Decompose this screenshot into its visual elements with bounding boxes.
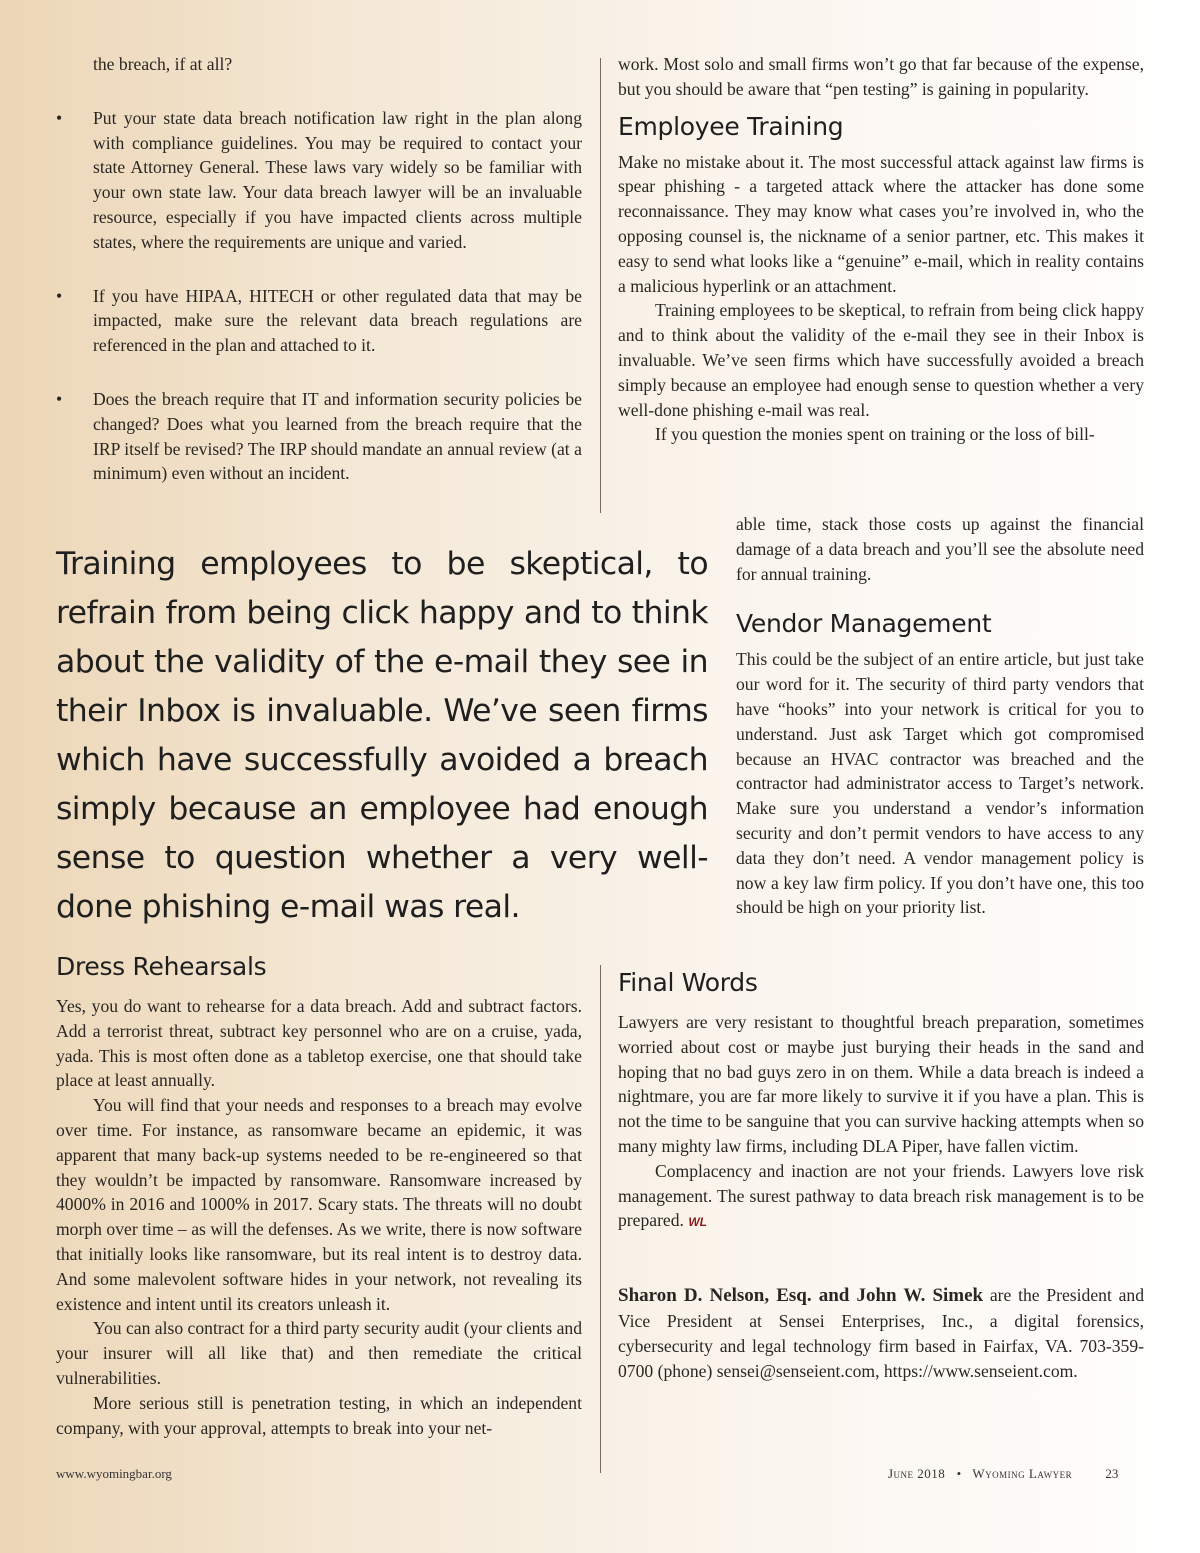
continuation-paragraph: work. Most solo and small firms won’t go that far because of the expense, but you should be aware that “pen testing” is gaining in popularity. (618, 54, 1144, 99)
paragraph: able time, stack those costs up against the financial damage of a data breach and you’ll see the absolute need for annual training. (736, 514, 1144, 584)
paragraph: If you question the monies spent on training or the loss of bill- (655, 424, 1095, 445)
author-names: Sharon D. Nelson, Esq. and John W. Simek (618, 1285, 984, 1307)
issue-date: June 2018 (888, 1466, 946, 1481)
paragraph-text: Complacency and inaction are not your friends. Lawyers love risk management. The surest pathway to data breach risk management is to be prepared. (618, 1160, 1144, 1231)
author-bio (618, 1283, 1144, 1383)
bullet-item: • If you have HIPAA, HITECH or other regulated data that may be impacted, make sure the relevant data breach regulations are referenced in the plan and attached to it. (56, 284, 582, 358)
final-words-heading: Final Words (618, 968, 758, 997)
paragraph: This could be the subject of an entire article, but just take our word for it. The security of third party vendors that have “hooks” into your network is critical for you to understand. Just ask Target which got compromised because an HVAC contractor was breached and the contractor had administrator access to Target’s network. Make sure you understand a vendor’s information security and don’t permit vendors to have access to any data they don’t need. A vendor management policy is now a key law firm policy. If you don’t have one, this too should be high on your priority list. (736, 649, 1144, 918)
paragraph: Make no mistake about it. The most successful attack against law firms is spear phishing - a targeted attack where the attacker has done some reconnaissance. They may know what cases you’re involved in, who the opposing counsel is, the nickname of a senior partner, etc. This makes it easy to send what looks like a “genuine” e-mail, which in reality contains a malicious hyperlink or an attachment. (618, 151, 1144, 296)
footer-issue-line (888, 1466, 1118, 1482)
footer-bullet: • (956, 1466, 962, 1481)
paragraph: More serious still is penetration testing, in which an independent company, with your approval, attempts to break into your net- (56, 1392, 582, 1438)
intro-fragment: the breach, if at all? (93, 54, 233, 74)
column-rule-top (600, 58, 601, 513)
bullet-item: • Put your state data breach notification law right in the plan along with compliance guidelines. You may be required to contact your state Attorney General. These laws vary widely so be familiar with your own state law. Your data breach lawyer will be an invaluable resource, especially if you have impacted clients across multiple states, where the requirements are unique and varied. (56, 106, 582, 255)
page-number: 23 (1105, 1466, 1119, 1481)
end-mark: WL (688, 1215, 707, 1230)
bullet-item: • Does the breach require that IT and information security policies be changed? Does what you learned from the breach require that the IRP itself be revised? The IRP should mandate an annual review (at a minimum) even without an incident. (56, 387, 582, 486)
paragraph: Lawyers are very resistant to thoughtful breach preparation, sometimes worried about cost or maybe just burying their heads in the sand and hoping that no bad guys zero in on them. While a data breach is indeed a nightmare, you are far more likely to survive it if you have a plan. This is not the time to be sanguine that you can survive hacking attempts when so many mighty law firms, including DLA Piper, have fallen victim. (618, 1012, 1144, 1156)
author-bio-text: are the President and Vice President at Sensei Enterprises, Inc., a digital forensics, cybersecurity and legal technology firm based in Fairfax, VA. 703-359-0700 (phone) sensei@senseient.com, https://www.senseient.com. (618, 1285, 1144, 1381)
employee-training-wrap (736, 512, 1144, 920)
publication-name: Wyoming Lawyer (972, 1466, 1073, 1481)
vendor-management-heading: Vendor Management (736, 609, 992, 639)
pull-quote: Training employees to be skeptical, to refrain from being click happy and to think about the validity of the e-mail they see in their Inbox is invaluable. We’ve seen firms which have successfully avoided a breach simply because an employee had enough sense to question whether a very well-done phishing e-mail was real. (56, 546, 708, 925)
paragraph: Yes, you do want to rehearse for a data breach. Add and subtract factors. Add a terrorist threat, subtract key personnel who are on a cruise, yada, yada. This is most often done as a tabletop exercise, one that should take place at least annually. (56, 996, 582, 1091)
paragraph (618, 1159, 1144, 1235)
paragraph: You will find that your needs and responses to a breach may evolve over time. For instance, as ransomware became an epidemic, it was apparent that many back-up systems needed to be re-engineered so that they wouldn’t be impacted by ransomware. Ransomware increased by 4000% in 2016 and 1000% in 2017. Scary stats. The threats will no doubt morph over time – as will the defenses. As we write, there is now software that initially looks like ransomware, but its real intent is to destroy data. And some malevolent software hides in your network, not revealing its existence and intent until its creators unleash it. (56, 1095, 582, 1314)
final-words-section (618, 968, 1144, 1383)
employee-training-heading: Employee Training (618, 111, 844, 141)
footer-website[interactable]: www.wyomingbar.org (56, 1466, 172, 1481)
column-rule-bottom (600, 965, 601, 1473)
right-top-column (618, 52, 1144, 447)
paragraph: You can also contract for a third party security audit (your clients and your insurer will all like that) and then remediate the critical vulnerabilities. (56, 1318, 582, 1388)
paragraph: Training employees to be skeptical, to refrain from being click happy and to think about the validity of the e-mail they see in their Inbox is invaluable. We’ve seen firms which have successfully avoided a breach simply because an employee had enough sense to question whether a very well-done phishing e-mail was real. (618, 300, 1144, 420)
dress-rehearsals-heading: Dress Rehearsals (56, 952, 267, 981)
dress-rehearsals-section (56, 952, 582, 1440)
left-top-column (56, 52, 582, 486)
